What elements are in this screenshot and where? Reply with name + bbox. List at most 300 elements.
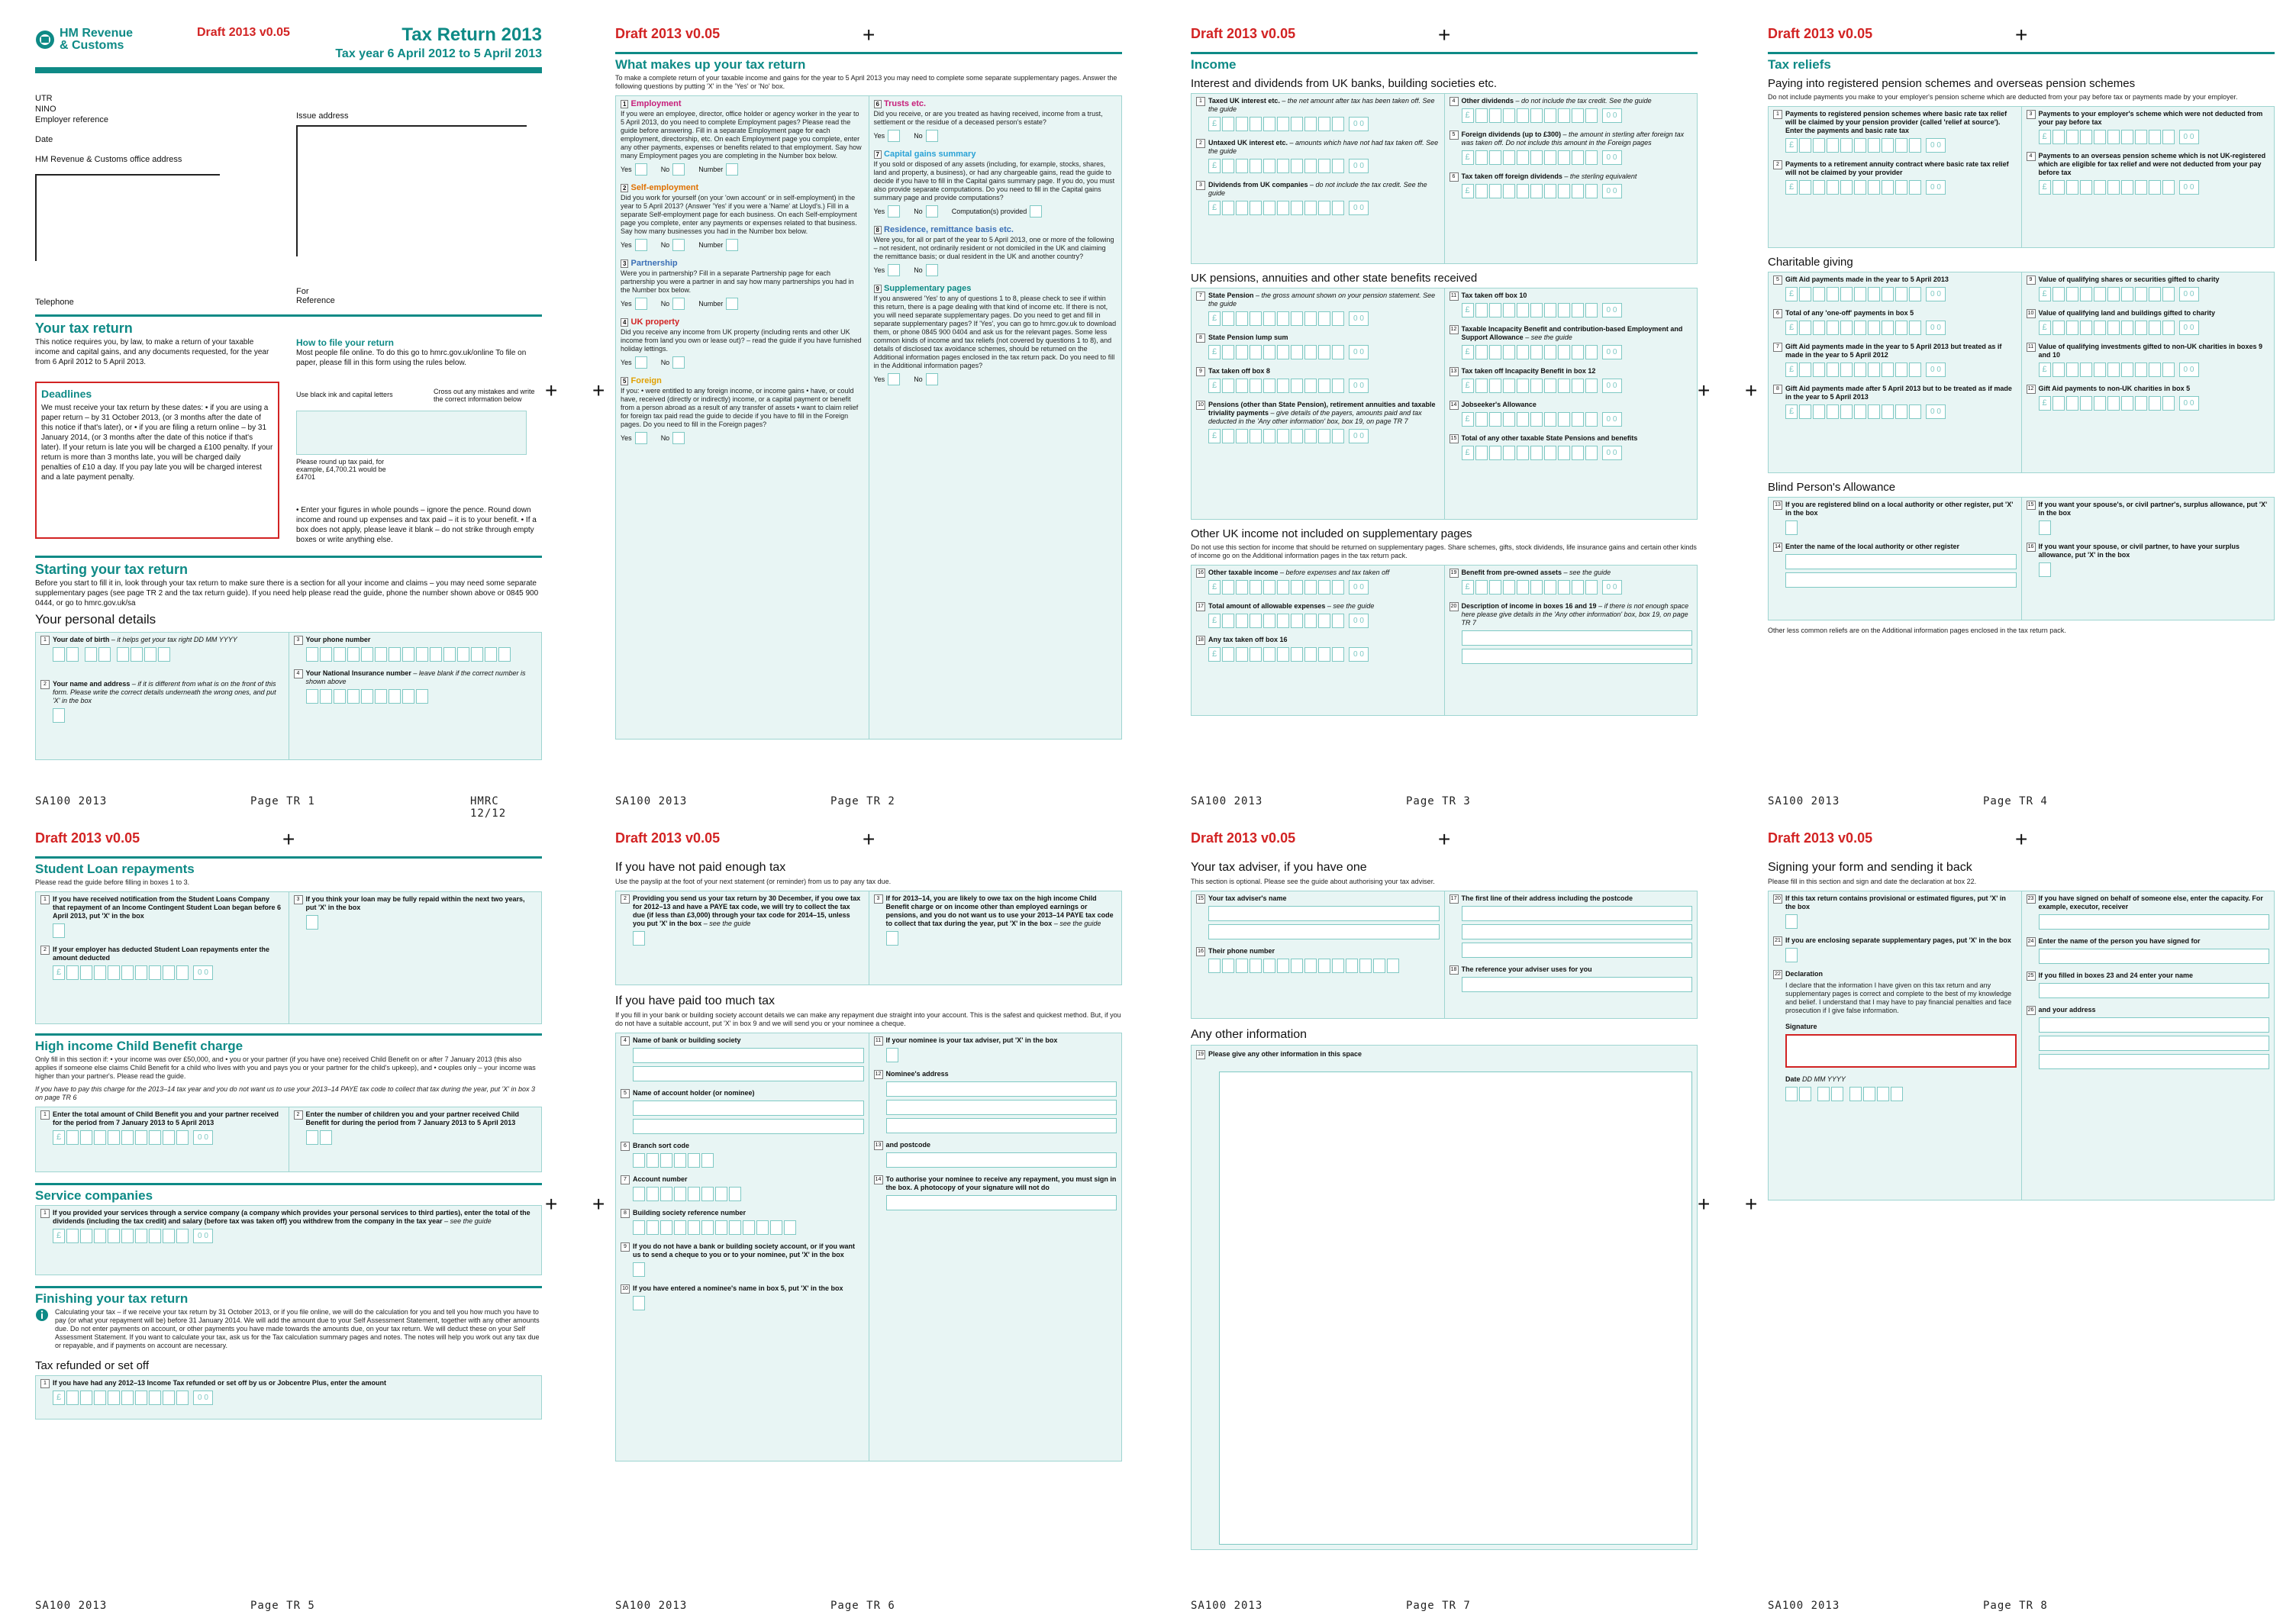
- text-field[interactable]: [886, 1195, 1117, 1210]
- amount-boxes[interactable]: £ 0 0: [1208, 614, 1440, 628]
- question-17: [1196, 602, 1440, 628]
- q2-checkbox[interactable]: [53, 708, 65, 723]
- text-field[interactable]: [1462, 924, 1693, 939]
- box-number: 2: [40, 946, 50, 955]
- question-4: [621, 1036, 864, 1081]
- phone-boxes[interactable]: [306, 647, 537, 662]
- signing-intro: Please fill in this section and sign and date the declaration at box 22.: [1768, 878, 1977, 885]
- trusts-question: 6 Trusts etc. Did you receive, or are you treated as having received, income from a trust, settlement or the residue of a deceased person's estate? Yes No: [874, 99, 1117, 142]
- capital-gains-no[interactable]: [926, 205, 938, 218]
- uk-property-no[interactable]: [672, 356, 685, 369]
- question-label: If your employer has deducted Student Loan repayments enter the amount deducted: [53, 946, 270, 962]
- box-number: 1: [40, 1209, 50, 1218]
- box-number: 15: [1196, 894, 1205, 904]
- amount-boxes[interactable]: £ 0 0: [1462, 184, 1693, 198]
- form-code: SA100 2013: [1191, 795, 1263, 807]
- adviser-heading: Your tax adviser, if you have one: [1191, 861, 1367, 874]
- amount-boxes[interactable]: £ 0 0: [1462, 412, 1693, 427]
- q26-field-1[interactable]: [2039, 1017, 2270, 1033]
- question-label: Gift Aid payments made in the year to 5 April 2013 but treated as if made in the year to 5 April 2012: [1785, 343, 2002, 359]
- amount-boxes[interactable]: £ 0 0: [1785, 138, 2017, 153]
- question-label: Payments to an overseas pension scheme which is not UK-registered which are eligible for tax relief and were not deducted from your pay before tax: [2038, 152, 2266, 176]
- q1-date-of-birth: 1 Your date of birth – it helps get your tax right DD MM YYYY: [40, 636, 284, 662]
- amount-boxes[interactable]: £ 0 0: [1785, 404, 2017, 419]
- child-benefit-intro: Only fill in this section if: • your income was over £50,000, and • you or your partner (if you have one) received Child Benefit on or after 7 January 2013 (this also applies if someone else claims Child Benefit for a child who lives with you and pays you or your partner for the child's upkeep), and • couples only – your income was higher than your partner's. Please read the guide.: [35, 1055, 536, 1080]
- trusts-yes[interactable]: [888, 130, 900, 142]
- question-label: Description of income in boxes 16 and 19: [1461, 602, 1597, 610]
- amount-boxes[interactable]: £ 0 0: [1208, 379, 1440, 393]
- signature-label: Signature: [1785, 1023, 1817, 1030]
- residence-yes[interactable]: [888, 264, 900, 276]
- box-number: 4: [1450, 97, 1459, 106]
- q26-field-3[interactable]: [2039, 1054, 2270, 1069]
- box-number: 13: [1773, 501, 1782, 510]
- box-number: 1: [1196, 97, 1205, 106]
- question-hint: – see the guide: [1563, 569, 1611, 576]
- question-label: Value of qualifying land and buildings gifted to charity: [2038, 309, 2216, 317]
- question-10: [2027, 309, 2270, 335]
- question-label: Payments to your employer's scheme which were not deducted from your pay before tax: [2038, 110, 2263, 126]
- question-19: [1450, 569, 1693, 595]
- section-intro: To make a complete return of your taxable income and gains for the year to 5 April 2013 you may need to complete some separate supplementary pages. Answer the following questions by putting 'X' in the 'Yes' or 'No' box.: [615, 74, 1117, 90]
- rules-capitals: Use black ink and capital letters: [296, 391, 393, 398]
- question-label: Value of qualifying investments gifted to non-UK charities in boxes 9 and 10: [2038, 343, 2263, 359]
- overpaid-heading: If you have paid too much tax: [615, 994, 776, 1007]
- page-tr8: [1768, 826, 2275, 1619]
- refund-panel: [35, 1375, 542, 1420]
- amount-boxes[interactable]: £ 0 0: [1208, 159, 1440, 173]
- section-heading: Income: [1191, 52, 1698, 73]
- box-number: 2: [621, 894, 630, 904]
- employment-no[interactable]: [672, 163, 685, 176]
- checkbox[interactable]: [633, 1296, 645, 1310]
- question-1: [40, 1209, 537, 1243]
- text-field[interactable]: [886, 1100, 1117, 1115]
- question-2: [1196, 139, 1440, 173]
- issue-address-box: [296, 125, 527, 256]
- foreign-yes[interactable]: [635, 432, 647, 444]
- checkbox[interactable]: [2039, 562, 2051, 577]
- other-info-textarea[interactable]: [1219, 1072, 1692, 1545]
- question-3: [1196, 181, 1440, 215]
- amount-boxes[interactable]: £ 0 0: [1208, 345, 1440, 359]
- rules-text: • Enter your figures in whole pounds – ignore the pence. Round down income and round up expenses and tax paid – it is to your benefit. • If a box does not apply, please leave it blank – do not strike through empty boxes or write anything else.: [296, 506, 537, 544]
- q1-label: Your date of birth: [53, 636, 110, 643]
- service-companies-panel: [35, 1205, 542, 1275]
- amount-boxes[interactable]: £ 0 0: [2039, 287, 2270, 301]
- question-9: [2027, 276, 2270, 301]
- box-number: 5: [1450, 131, 1459, 140]
- question-hint: – amounts which have not had tax taken off. See the guide: [1208, 139, 1439, 155]
- box-number: 13: [874, 1141, 883, 1150]
- header-rule: [35, 67, 542, 73]
- box-number: 14: [874, 1175, 883, 1184]
- question-label: If for 2013–14, you are likely to owe tax on the high income Child Benefit charge or on income other than employed earnings or pensions, and you do not want us to use your 2013–14 PAYE tax code to collect that tax during the year, put 'X' in the box: [885, 894, 1114, 927]
- box-number: 15: [2027, 501, 2036, 510]
- digit-boxes[interactable]: [633, 1220, 864, 1235]
- other-income-subheading: Other UK income not included on supplementary pages: [1191, 527, 1472, 540]
- box-number: 11: [2027, 343, 2036, 352]
- question-15: [1450, 434, 1693, 460]
- form-code: SA100 2013: [1768, 795, 1840, 807]
- question-label: Nominee's address: [885, 1070, 949, 1078]
- box-number: 17: [1450, 894, 1459, 904]
- q4-label: Your National Insurance number: [305, 669, 411, 677]
- employment-title: 1 Employment: [621, 99, 864, 108]
- employment-yes[interactable]: [635, 163, 647, 176]
- amount-boxes[interactable]: £ 0 0: [1785, 287, 2017, 301]
- dob-boxes[interactable]: [53, 647, 237, 662]
- question-20: [1450, 602, 1693, 664]
- amount-boxes[interactable]: £ 0 0: [53, 1229, 537, 1243]
- question-label: The reference your adviser uses for you: [1461, 965, 1592, 973]
- amount-boxes[interactable]: £ 0 0: [53, 1130, 284, 1145]
- question-2: [294, 1110, 537, 1145]
- amount-boxes[interactable]: £ 0 0: [1462, 303, 1693, 317]
- text-field[interactable]: [633, 1066, 864, 1081]
- question-label: Tax taken off box 8: [1208, 367, 1270, 375]
- question-8: [1196, 334, 1440, 359]
- question-label: Total of any 'one-off' payments in box 5: [1785, 309, 1914, 317]
- amount-boxes[interactable]: £ 0 0: [2039, 180, 2270, 195]
- deadlines-heading: Deadlines: [41, 388, 92, 400]
- your-tax-return-text: This notice requires you, by law, to make a return of your taxable income and capital gains, and any documents requested, for the year from 6 April 2012 to 5 April 2013.: [35, 338, 269, 366]
- finishing-heading: Finishing your tax return: [35, 1286, 542, 1307]
- checkbox[interactable]: [53, 923, 65, 938]
- question-hint: – see the guide: [703, 920, 751, 927]
- signature-box[interactable]: [1785, 1034, 2017, 1068]
- q2-hint: – if it is different from what is on the front of this form. Please write the correct details underneath the wrong ones, and put 'X' in the box: [53, 680, 276, 704]
- registration-mark: +: [1438, 827, 1451, 851]
- amount-boxes[interactable]: £ 0 0: [1462, 446, 1693, 460]
- how-to-file-text: Most people file online. To do this go to hmrc.gov.uk/online To file on paper, please fill in this form using the rules below.: [296, 349, 527, 367]
- text-field[interactable]: [1208, 906, 1440, 921]
- question-10: [1196, 401, 1440, 443]
- q24-field[interactable]: [2039, 949, 2270, 964]
- question-4: [2027, 152, 2270, 195]
- student-loan-panel: [35, 891, 542, 1024]
- question-16: [2027, 543, 2270, 577]
- text-field[interactable]: [633, 1119, 864, 1134]
- uk-property-yes[interactable]: [635, 356, 647, 369]
- box-number: 1: [40, 895, 50, 904]
- question-label: Pensions (other than State Pension), retirement annuities and taxable triviality payments: [1208, 401, 1436, 417]
- other-income-intro: Do not use this section for income that should be returned on supplementary pages. Share schemes, gifts, stock dividends, life insurance gains and certain other kinds of income go on the Additional information pages in the tax return pack.: [1191, 543, 1697, 559]
- question-label: Other dividends: [1461, 97, 1514, 105]
- text-field[interactable]: [1785, 572, 2017, 588]
- digit-boxes[interactable]: [633, 1187, 864, 1201]
- question-label: Gift Aid payments made after 5 April 2013 but to be treated as if made in the year to 5 April 2013: [1785, 385, 2012, 401]
- box-number: 6: [1773, 309, 1782, 318]
- question-hint: – see the guide: [1053, 920, 1101, 927]
- foreign-no[interactable]: [672, 432, 685, 444]
- form-code: SA100 2013: [1191, 1600, 1263, 1612]
- question-11: [2027, 343, 2270, 377]
- box-number: 1: [40, 1110, 50, 1120]
- page-tr3: [1191, 21, 1698, 815]
- checkbox[interactable]: [886, 1048, 898, 1062]
- box-number: 16: [1196, 569, 1205, 578]
- amount-boxes[interactable]: £ 0 0: [2039, 321, 2270, 335]
- box-number: 3: [1196, 181, 1205, 190]
- box-number: 3: [2027, 110, 2036, 119]
- page-number: Page TR 2: [830, 795, 895, 807]
- box-number: 4: [621, 1036, 630, 1046]
- employment-number[interactable]: [726, 163, 738, 176]
- box-number: 9: [621, 1242, 630, 1252]
- text-field[interactable]: [1462, 630, 1693, 646]
- self-employment-no[interactable]: [672, 239, 685, 251]
- self-employment-yes[interactable]: [635, 239, 647, 251]
- box-number: 6: [621, 1142, 630, 1151]
- draft-label: Draft 2013 v0.05: [197, 26, 290, 39]
- how-to-file-heading: How to file your return: [296, 337, 395, 348]
- q1-hint: – it helps get your tax right DD MM YYYY: [111, 636, 237, 643]
- question-label: Branch sort code: [633, 1142, 690, 1149]
- nino-boxes[interactable]: [306, 689, 537, 704]
- capital-gains-yes[interactable]: [888, 205, 900, 218]
- question-hint: – do not include the tax credit. See the guide: [1515, 97, 1652, 105]
- question-1: [40, 1379, 537, 1405]
- text-field[interactable]: [886, 1081, 1117, 1097]
- text-field[interactable]: [1462, 906, 1693, 921]
- box-number: 7: [1196, 292, 1205, 301]
- amount-boxes[interactable]: £ 0 0: [1208, 429, 1440, 443]
- amount-boxes[interactable]: £ 0 0: [53, 965, 284, 980]
- question-1: [1773, 110, 2017, 153]
- checkbox[interactable]: [1785, 520, 1798, 535]
- student-loan-intro: Please read the guide before filling in boxes 1 to 3.: [35, 878, 190, 886]
- rules-illustration: [296, 388, 540, 502]
- question-14: [1450, 401, 1693, 427]
- residence-no[interactable]: [926, 264, 938, 276]
- question-2: [1773, 160, 2017, 195]
- text-field[interactable]: [1208, 924, 1440, 939]
- amount-boxes[interactable]: £ 0 0: [1208, 647, 1440, 662]
- registration-mark: +: [545, 1192, 558, 1216]
- question-label: Your tax adviser's name: [1208, 894, 1287, 902]
- q24-label: Enter the name of the person you have signed for: [2038, 937, 2201, 945]
- checkbox[interactable]: [2039, 520, 2051, 535]
- question-4: [1450, 97, 1693, 123]
- box-number: 2: [1773, 160, 1782, 169]
- box-number: 13: [1450, 367, 1459, 376]
- capital-gains-question: 7 Capital gains summary If you sold or disposed of any assets (including, for example, stocks, shares, land and property, a business), or had any chargeable gains, read the guide to decide if you have to fill in the Capital gains summary page. If you do, you must also provide separate computations. Do you need to fill in the Capital gains summary page and provide computations? Yes No Computation(s) provided: [874, 150, 1117, 218]
- utr-label: UTR: [35, 94, 53, 103]
- crown-logo-icon: [35, 29, 55, 50]
- text-field[interactable]: [1785, 554, 2017, 569]
- signature-date-boxes[interactable]: [1785, 1087, 2017, 1101]
- box-number: 15: [1450, 434, 1459, 443]
- q3-label: Your phone number: [305, 636, 371, 643]
- supplementary-yes[interactable]: [888, 373, 900, 385]
- self-employment-number[interactable]: [726, 239, 738, 251]
- amount-boxes[interactable]: £ 0 0: [2039, 130, 2270, 144]
- question-6: [1773, 309, 2017, 335]
- box-number: 2: [294, 1110, 303, 1120]
- partnership-no[interactable]: [672, 298, 685, 310]
- question-label: Account number: [633, 1175, 688, 1183]
- finishing-text: Calculating your tax – if we receive your tax return by 31 October 2013, or if you file online, we will do the calculation for you and tell you how much you have to pay (or what your repayment will be) before 31 January 2014. We will add the amount due to your Self Assessment Statement, together with any other amounts due. Do not enter payments on account, or other payments you have made towards the amounts due, on your tax return. We will deduct these on your Self Assessment Statement. If you want to calculate your tax, ask us for the Tax calculation summary pages and notes. The notes will help you work out any tax due or repayable, and if payments on account are necessary.: [55, 1308, 540, 1349]
- office-address-box: [35, 174, 220, 261]
- personal-details-heading: Your personal details: [35, 612, 156, 627]
- question-label: Enter the total amount of Child Benefit you and your partner received for the period from 7 January 2013 to 5 April 2013: [53, 1110, 279, 1126]
- underpaid-intro: Use the payslip at the foot of your next statement (or reminder) from us to pay any tax due.: [615, 878, 892, 885]
- text-field[interactable]: [1462, 977, 1693, 992]
- amount-boxes[interactable]: £ 0 0: [53, 1391, 537, 1405]
- signing-heading: Signing your form and sending it back: [1768, 861, 1972, 874]
- question-17: [1450, 894, 1693, 958]
- amount-boxes[interactable]: £ 0 0: [1208, 117, 1440, 131]
- question-label: Tax taken off box 10: [1461, 292, 1527, 299]
- rules-rounding: Please round up tax paid, for example, £4,700.21 would be £4701: [296, 458, 386, 481]
- question-label: Total of any other taxable State Pensions and benefits: [1461, 434, 1638, 442]
- question-2: [40, 946, 284, 980]
- amount-boxes[interactable]: £ 0 0: [1208, 311, 1440, 326]
- checkbox[interactable]: [306, 915, 318, 930]
- question-label: If you are registered blind on a local authority or other register, put 'X' in the box: [1785, 501, 2014, 517]
- amount-boxes[interactable]: £ 0 0: [2039, 363, 2270, 377]
- digit-boxes[interactable]: [1208, 959, 1440, 973]
- box-number: 1: [40, 1379, 50, 1388]
- form-code: SA100 2013: [35, 1600, 108, 1612]
- question-15: [1196, 894, 1440, 939]
- amount-boxes[interactable]: £ 0 0: [1462, 108, 1693, 123]
- overpaid-panel: [615, 1033, 1122, 1461]
- starting-text: Before you start to fill it in, look through your tax return to make sure there is a section for all your income and claims – you may need some separate supplementary pages (see page TR 2 and the tax return guide). If you need help please read the guide, phone the number shown above or 0845 900 0444, or go to hmrc.gov.uk/sa: [35, 579, 539, 607]
- page-tr1: [35, 21, 542, 820]
- text-field[interactable]: [633, 1101, 864, 1116]
- question-14: [874, 1175, 1117, 1210]
- service-companies-heading: Service companies: [35, 1183, 542, 1204]
- box-number: 7: [1773, 343, 1782, 352]
- amount-boxes[interactable]: £ 0 0: [1785, 180, 2017, 195]
- computations-provided[interactable]: [1030, 205, 1042, 218]
- registration-mark: +: [1745, 379, 1758, 402]
- question-label: If you have received notification from the Student Loans Company that repayment of an Income Contingent Student Loan began before 6 April 2013, put 'X' in the box: [53, 895, 282, 920]
- question-label: If you have entered a nominee's name in box 5, put 'X' in the box: [633, 1284, 843, 1292]
- partnership-number[interactable]: [726, 298, 738, 310]
- question-6: [1450, 172, 1693, 198]
- box-number: 9: [1196, 367, 1205, 376]
- telephone-label: Telephone: [35, 298, 74, 307]
- pension-intro: Do not include payments you make to your employer's pension scheme which are deducted from your pay before tax or payments made by your employer.: [1768, 93, 2238, 101]
- draft-label: Draft 2013 v0.05: [35, 830, 140, 846]
- supplementary-no[interactable]: [926, 373, 938, 385]
- question-hint: – see the guide: [1525, 334, 1572, 341]
- question-label: Tax taken off foreign dividends: [1461, 172, 1562, 180]
- box-number: 9: [2027, 276, 2036, 285]
- box-number: 16: [2027, 543, 2036, 552]
- draft-label: Draft 2013 v0.05: [1191, 26, 1296, 41]
- self-employment-question: 2 Self-employment Did you work for yourself (on your 'own account' or in self-employment) in the year to 5 April 2013? (Answer 'Yes' if you were a 'Name' at Lloyd's.) Fill in a separate Self-employment page for each business. On each Self-employment page you complete, enter any payments or expenses related to that business. Say how many businesses you had in the Number box below. Yes No Number: [621, 183, 864, 251]
- question-label: Payments to a retirement annuity contract where basic rate tax relief will not be claimed by your provider: [1785, 160, 2009, 176]
- q2-label: Your name and address: [53, 680, 131, 688]
- amount-boxes[interactable]: £ 0 0: [1208, 580, 1440, 595]
- pension-panel: [1768, 106, 2275, 248]
- question-hint: – before expenses and tax taken off: [1280, 569, 1390, 576]
- q20-checkbox[interactable]: [1785, 914, 1798, 929]
- page-number: Page TR 5: [250, 1600, 315, 1612]
- pensions-subheading: UK pensions, annuities and other state benefits received: [1191, 272, 1478, 285]
- employer-ref-label: Employer reference: [35, 115, 108, 124]
- box-number: 5: [1773, 276, 1782, 285]
- question-14: [1773, 543, 2017, 588]
- box-number: 8: [1773, 385, 1782, 394]
- amount-boxes[interactable]: £ 0 0: [1785, 363, 2017, 377]
- declaration-text: I declare that the information I have given on this tax return and any supplementary pages is correct and complete to the best of my knowledge and belief. I understand that I may have to pay financial penalties and face prosecution if I give false information.: [1785, 981, 2012, 1014]
- question-label: If you think your loan may be fully repaid within the next two years, put 'X' in the box: [305, 895, 525, 911]
- box-number: 1: [1773, 110, 1782, 119]
- checkbox[interactable]: [633, 1262, 645, 1277]
- question-label: Their phone number: [1208, 947, 1275, 955]
- amount-boxes[interactable]: £ 0 0: [1208, 201, 1440, 215]
- digit-boxes[interactable]: [633, 1153, 864, 1168]
- amount-boxes[interactable]: £ 0 0: [1462, 379, 1693, 393]
- charity-panel: [1768, 272, 2275, 473]
- deadlines-box: [35, 382, 279, 539]
- refund-subheading: Tax refunded or set off: [35, 1359, 149, 1372]
- q26-field-2[interactable]: [2039, 1036, 2270, 1051]
- employment-text: If you were an employee, director, office holder or agency worker in the year to 5 April 2013, do you need to complete Employment pages? Please read the guide before answering. Fill in a separate Employment page for each employment, directorship, etc. On each Employment page you complete, enter any other payments, expenses or benefits related to that employment. Say how many Employment pages you are completing in the Number box below.: [621, 110, 862, 160]
- text-field[interactable]: [1462, 649, 1693, 664]
- question-label: Jobseeker's Allowance: [1461, 401, 1537, 408]
- interest-subheading: Interest and dividends from UK banks, building societies etc.: [1191, 77, 1498, 90]
- logo-text: HM Revenue & Customs: [60, 27, 134, 52]
- q21-checkbox[interactable]: [1785, 948, 1798, 962]
- question-label: Name of bank or building society: [633, 1036, 741, 1044]
- draft-label: Draft 2013 v0.05: [615, 830, 721, 846]
- checkbox[interactable]: [633, 931, 645, 946]
- page-number: Page TR 1: [250, 795, 315, 807]
- question-6: [621, 1142, 864, 1168]
- q19-label: Please give any other information in this space: [1208, 1050, 1362, 1058]
- question-label: Dividends from UK companies: [1208, 181, 1308, 189]
- partnership-yes[interactable]: [635, 298, 647, 310]
- question-label: Benefit from pre-owned assets: [1461, 569, 1562, 576]
- amount-boxes[interactable]: £ 0 0: [1462, 345, 1693, 359]
- trusts-no[interactable]: [926, 130, 938, 142]
- draft-label: Draft 2013 v0.05: [1768, 26, 1873, 41]
- question-15: [2027, 501, 2270, 535]
- question-label: Enter the number of children you and your partner received Child Benefit for during the period from 7 January 2013 to 5 April 2013: [305, 1110, 520, 1126]
- checkbox[interactable]: [886, 931, 898, 946]
- registration-mark: +: [1438, 23, 1451, 47]
- amount-boxes[interactable]: £ 0 0: [2039, 396, 2270, 411]
- amount-boxes[interactable]: £ 0 0: [1462, 150, 1693, 165]
- amount-boxes[interactable]: £ 0 0: [1462, 580, 1693, 595]
- question-8: [1773, 385, 2017, 419]
- text-field[interactable]: [886, 1152, 1117, 1168]
- text-field[interactable]: [886, 1118, 1117, 1133]
- draft-label: Draft 2013 v0.05: [1768, 830, 1873, 846]
- box-number: 10: [2027, 309, 2036, 318]
- for-reference-label: For Reference: [296, 287, 335, 305]
- q4-nino: 4 Your National Insurance number – leave blank if the correct number is shown above: [294, 669, 537, 704]
- text-field[interactable]: [1462, 943, 1693, 958]
- q23-field[interactable]: [2039, 914, 2270, 930]
- digit-boxes[interactable]: [306, 1130, 537, 1145]
- text-field[interactable]: [633, 1048, 864, 1063]
- registration-mark: +: [545, 379, 558, 402]
- q25-field[interactable]: [2039, 983, 2270, 998]
- box-number: 12: [2027, 385, 2036, 394]
- registration-mark: +: [2015, 827, 2028, 851]
- amount-boxes[interactable]: £ 0 0: [1785, 321, 2017, 335]
- supplementary-question: 9 Supplementary pages If you answered 'Yes' to any of questions 1 to 8, please check to see if within this return, there is a page dealing with that kind of income etc. If there is not, you will need separate supplementary pages. Do you need to get and fill in separate supplementary pages? If 'Yes', you can go to hmrc.gov.uk to download them, or phone 0845 900 0404 and ask us for the relevant pages. Some less common kinds of income and tax reliefs (not covered by questions 1 to 8), and details of disclosed tax avoidance schemes, should be returned on the Additional information pages enclosed in the tax return pack. Do you need to fill in the Additional information pages? Yes No: [874, 284, 1117, 385]
- page-tr2: [615, 21, 1122, 815]
- charity-subheading: Charitable giving: [1768, 256, 1853, 269]
